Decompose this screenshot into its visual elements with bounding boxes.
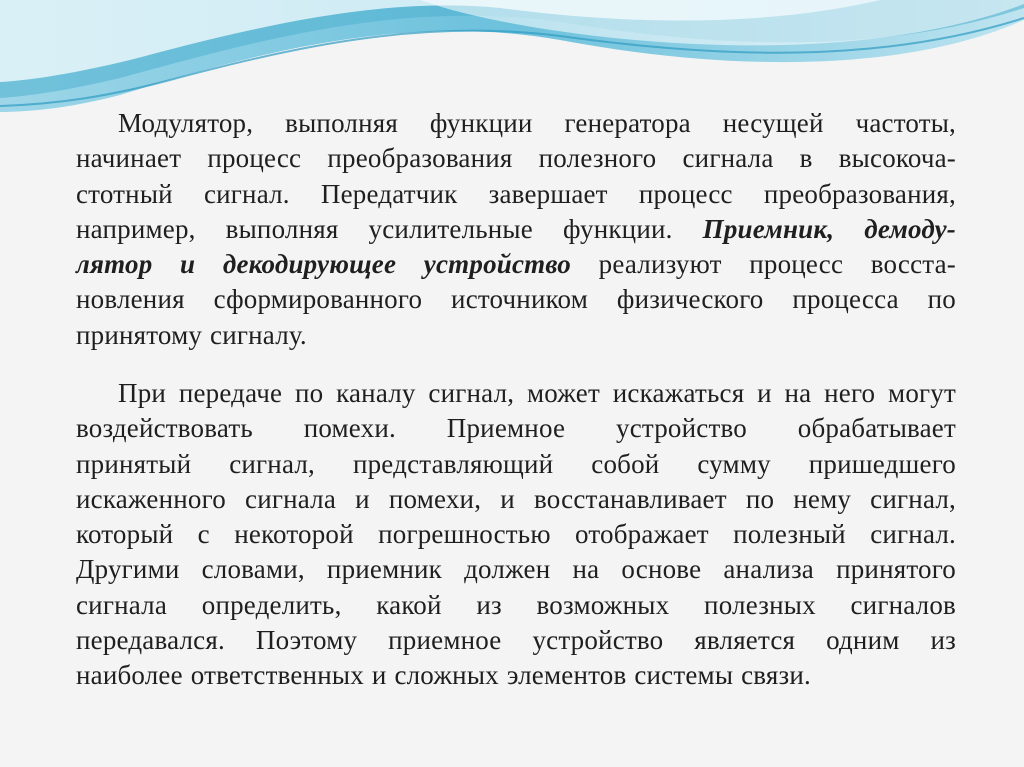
p1-line-3: стотный сигнал. Передатчик завершает процесс преобразования, [76, 178, 956, 209]
p2-line-2: воздействовать помехи. Приемное устройство обрабатывает [76, 413, 956, 444]
p2-line-9: наиболее ответственных и сложных элементов системы связи. [76, 660, 811, 691]
p1-line-2: начинает процесс преобразования полезного сигнала в высокоча- [76, 143, 956, 174]
p2-line-6: Другими словами, приемник должен на основе анализа принятого [76, 554, 956, 585]
emphasis-decoder: лятор и декодирующее устройство [76, 249, 571, 280]
p2-line-1: При передаче по каналу сигнал, может искажаться и на него могут [118, 378, 956, 408]
p1-line-5: лятор и декодирующее устройство реализуют процесс восста- [76, 249, 956, 280]
p2-line-4: искаженного сигнала и помехи, и восстанавливает по нему сигнал, [76, 483, 956, 514]
p2-line-5: который с некоторой погрешностью отображает полезный сигнал. [76, 519, 956, 550]
p1-line-4: например, выполняя усилительные функции. Приемник, демоду- [76, 213, 956, 244]
p1-line-1: Модулятор, выполняя функции генератора несущей частоты, [118, 108, 956, 138]
p1-line-7: принятому сигналу. [76, 319, 307, 350]
p2-line-8: передавался. Поэтому приемное устройство является одним из [76, 625, 956, 656]
emphasis-receiver: Приемник, демоду- [702, 213, 956, 244]
wave-header-decoration [0, 0, 1024, 120]
p1-line-6: новления сформированного источником физического процесса по [76, 284, 956, 315]
paragraph-channel-noise [76, 376, 956, 694]
paragraph-modulator [76, 106, 956, 353]
p2-line-7: сигнала определить, какой из возможных полезных сигналов [76, 589, 956, 620]
p2-line-3: принятый сигнал, представляющий собой сумму пришедшего [76, 448, 956, 479]
